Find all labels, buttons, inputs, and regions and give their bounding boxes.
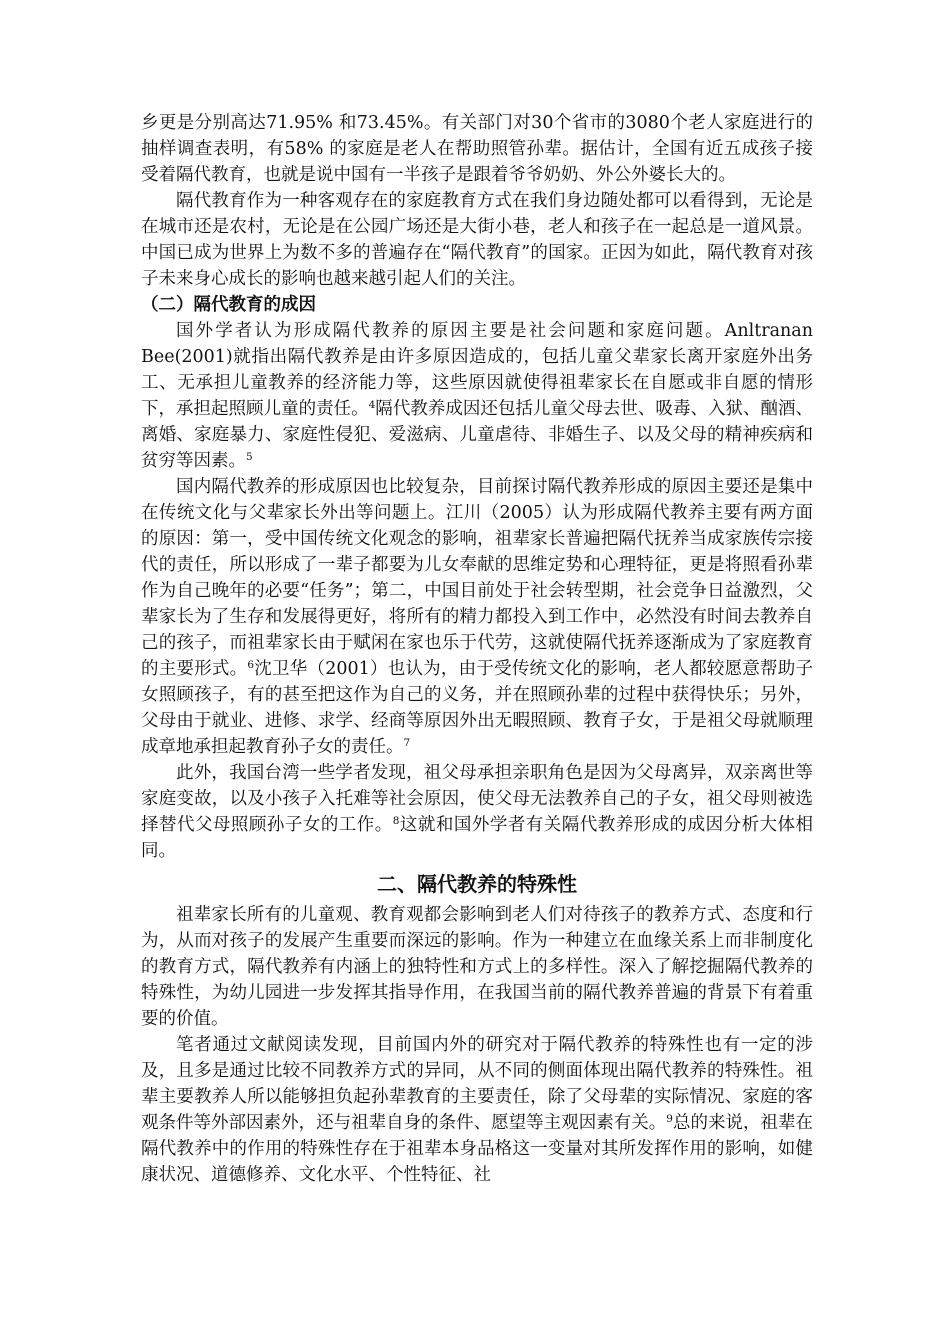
paragraph-foreign-causes [141,318,813,474]
paragraph-text: 国内隔代教养的形成原因也比较复杂，目前探讨隔代教养形成的原因主要还是集中在传统文化与父辈家长外出等问题上。江川（2005）认为形成隔代教养主要有两方面的原因：第一，受中国传统文化观念的影响，祖辈家长普遍把隔代抚养当成家族传宗接代的责任，所以形成了一辈子都要为儿女奉献的思维定势和心理特征，更是将照看孙辈作为自己晚年的必要“任务”；第二，中国目前处于社会转型期，社会竞争日益激烈，父辈家长为了生存和发展得更好，将所有的精力都投入到工作中，必然没有时间去教养自己的孩子，而祖辈家长由于赋闲在家也乐于代劳，这就使隔代抚养逐渐成为了家庭教育的主要形式。 [141,477,813,679]
paragraph-text: 此外，我国台湾一些学者发现，祖父母承担亲职角色是因为父母离异，双亲离世等家庭变故，以及小孩子入托难等社会原因，使父母无法教养自己的子女，祖父母则被选择替代父母照顾孙子女的工作。 [141,763,813,835]
paragraph-text: 沈卫华（2001）也认为，由于受传统文化的影响，老人都较愿意帮助子女照顾孩子，有的甚至把这作为自己的义务，并在照顾孙辈的过程中获得快乐；另外，父母由于就业、进修、求学、经商等原因外出无暇照顾、教育子女，于是祖父母就顺理成章地承担起教育孙子女的责任。 [141,659,814,757]
paragraph-domestic-causes [141,474,813,760]
paragraph-text: 隔代教养成因还包括儿童父母去世、吸毒、入狱、酗酒、离婚、家庭暴力、家庭性侵犯、爱滋病、儿童虐待、非婚生子、以及父母的精神疾病和贫穷等因素。 [141,399,814,471]
paragraph-text: 笔者通过文献阅读发现，目前国内外的研究对于隔代教养的特殊性也有一定的涉及，且多是通过比较不同教养方式的异同，从不同的侧面体现出隔代教养的特殊性。祖辈主要教养人所以能够担负起孙辈教育的主要责任，除了父母辈的实际情况、家庭的客观条件等外部因素外，还与祖辈自身的条件、愿望等主观因素有关。 [141,1035,813,1133]
footnote-ref: 7 [403,737,411,750]
paragraph-intro [141,188,813,292]
footnote-ref: 9 [666,1113,673,1126]
footnote-ref: 8 [392,815,400,828]
paragraph-text: 国外学者认为形成隔代教养的原因主要是社会问题和家庭问题。Anltranan Bee(2001)就指出隔代教养是由许多原因造成的，包括儿童父辈家长离开家庭外出务工、无承担儿童教养的经济能力等，这些原因就使得祖辈家长在自愿或非自愿的情形下，承担起照顾儿童的责任。 [141,321,813,419]
paragraph-taiwan-causes [141,760,813,864]
paragraph-text: 乡更是分别高达71.95% 和73.45%。有关部门对30个省市的3080个老人家庭进行的抽样调查表明，有58% 的家庭是老人在帮助照管孙辈。据估计，全国有近五成孩子接受着隔代教育，也就是说中国有一半孩子是跟着爷爷奶奶、外公外婆长大的。 [141,113,813,185]
document-page [141,110,813,1188]
paragraph-text: 这就和国外学者有关隔代教养形成的成因分析大体相同。 [141,815,814,861]
paragraph-statistics [141,110,813,188]
footnote-ref: 5 [246,451,253,464]
section-heading: 二、隔代教养的特殊性 [377,872,577,896]
paragraph-text: 祖辈家长所有的儿童观、教育观都会影响到老人们对待孩子的教养方式、态度和行为，从而对孩子的发展产生重要而深远的影响。作为一种建立在血缘关系上而非制度化的教育方式，隔代教养有内涵上的独特性和方式上的多样性。深入了解挖掘隔代教养的特殊性，为幼儿园进一步发挥其指导作用，在我国当前的隔代教养普遍的背景下有着重要的价值。 [141,905,813,1029]
footnote-ref: 6 [247,659,255,672]
paragraph-text: 总的来说，祖辈在隔代教养中的作用的特殊性存在于祖辈本身品格这一变量对其所发挥作用的影响，如健康状况、道德修养、文化水平、个性特征、社 [141,1113,814,1185]
paragraph-literature-review [141,1032,813,1188]
footnote-ref: 4 [368,399,376,412]
sub-heading: （二）隔代教育的成因 [141,295,316,315]
paragraph-text: 隔代教育作为一种客观存在的家庭教育方式在我们身边随处都可以看得到，无论是在城市还是农村，无论是在公园广场还是大街小巷，老人和孩子在一起总是一道风景。中国已成为世界上为数不多的普遍存在“隔代教育”的国家。正因为如此，隔代教育对孩子未来身心成长的影响也越来越引起人们的关注。 [141,191,813,289]
paragraph-particularity [141,902,813,1032]
